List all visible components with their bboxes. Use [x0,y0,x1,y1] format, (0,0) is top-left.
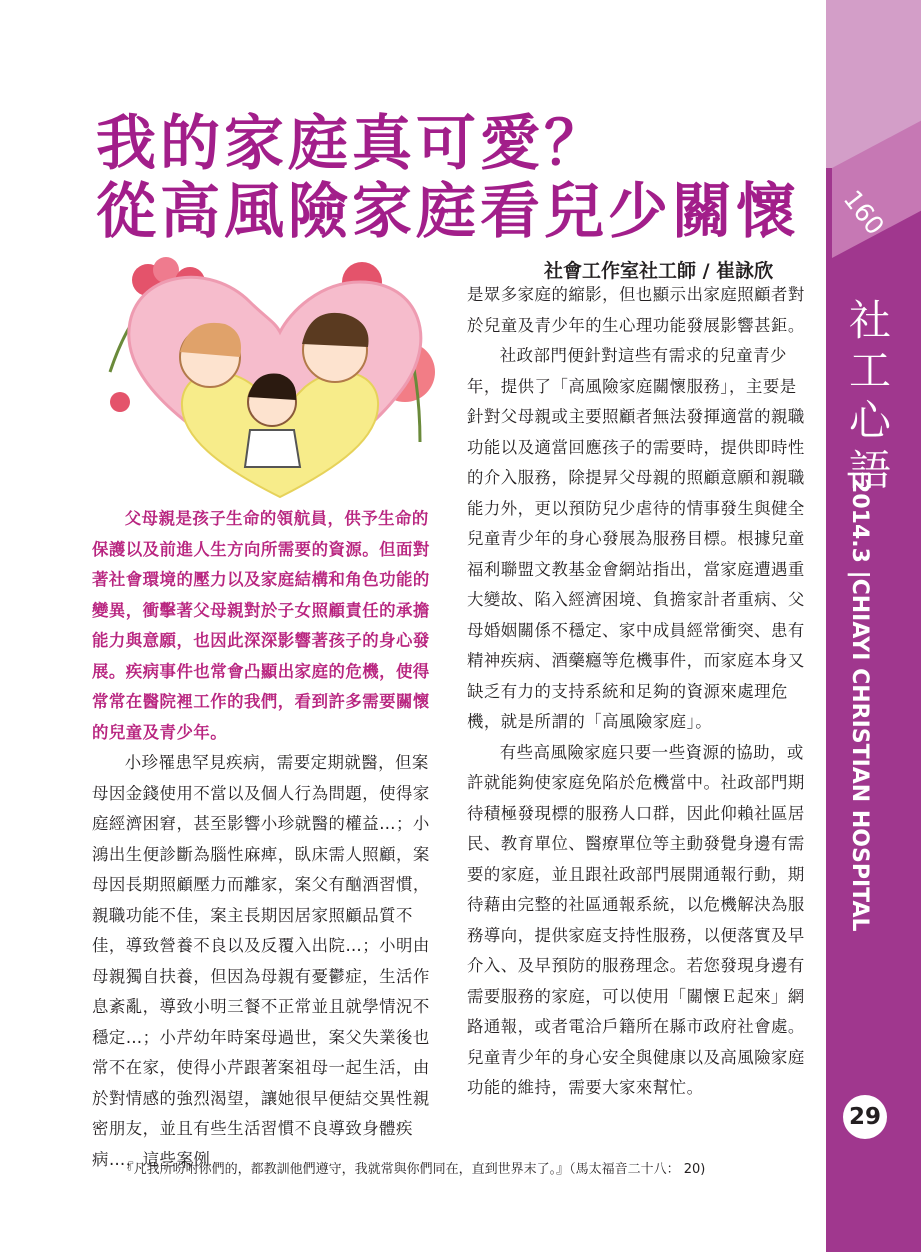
column-title: 社工心語 [848,296,891,495]
article-right-column [467,280,813,1104]
footer-bible-quote: 『凡我所吩咐你們的，都教訓他們遵守，我就常與你們同在，直到世界末了。』（馬太福音二十八： 20) [120,1162,706,1177]
title-line-2: 從高風險家庭看兒少關懷 [96,177,800,247]
title-line-1: 我的家庭真可愛？ [96,109,608,179]
body-paragraph: 小珍罹患罕見疾病，需要定期就醫，但案母因金錢使用不當以及個人行為問題，使得家庭經濟困窘，甚至影響小珍就醫的權益…；小鴻出生便診斷為腦性麻痺，臥床需人照顧，案母因長期照顧壓力而離家，案父有酗酒習慣，親職功能不佳，案主長期因居家照顧品質不佳，導致營養不良以及反覆入出院…；小明由母親獨自扶養，但因為母親有憂鬱症，生活作息紊亂，導致小明三餐不正常並且就學情況不穩定…；小芹幼年時案母過世，案父失業後也常不在家，使得小芹跟著案祖母一起生活，由於對情感的強烈渴望，讓她很早便結交異性親密朋友，並且有些生活習慣不良導致身體疾病…，這些案例 [92,753,430,1169]
page-number: 29 [843,1095,887,1139]
family-heart-illustration [100,252,460,502]
body-paragraph: 社政部門便針對這些有需求的兒童青少年，提供了「高風險家庭關懷服務」，主要是針對父母親或主要照顧者無法發揮適當的親職功能以及適當回應孩子的需要時，提供即時性的介入服務，除提昇父母親的照顧意願和親職能力外，更以預防兒少虐待的情事發生與健全兒童青少年的身心發展為服務目標。根據兒童福利聯盟文教基金會網站指出，當家庭遭遇重大變故、陷入經濟困境、負擔家計者重病、父母婚姻關係不穩定、家中成員經常衝突、患有精神疾病、酒藥癮等危機事件，而家庭本身又缺乏有力的支持系統和足夠的資源來處理危機，就是所謂的「高風險家庭」。 [467,346,805,731]
body-paragraph: 是眾多家庭的縮影，但也顯示出家庭照顧者對於兒童及青少年的生心理功能發展影響甚鉅。 [467,285,805,335]
issue-date-line: |2014.3 |CHIAYI CHRISTIAN HOSPITAL [847,470,872,932]
father-figure-icon [302,313,369,382]
article-left-column [92,504,438,1175]
author-byline: 社會工作室社工師 / 崔詠欣 [544,260,774,282]
intro-paragraph: 父母親是孩子生命的領航員，供予生命的保護以及前進人生方向所需要的資源。但面對著社會環境的壓力以及家庭結構和角色功能的變異，衝擊著父母親對於子女照顧責任的承擔能力與意願，也因此深深影響著孩子的身心發展。疾病事件也常會凸顯出家庭的危機，使得常常在醫院裡工作的我們，看到許多需要關懷的兒童及青少年。 [92,509,430,742]
issue-number: 160 [837,184,890,241]
body-paragraph: 有些高風險家庭只要一些資源的協助，或許就能夠使家庭免陷於危機當中。社政部門期待積極發現標的服務人口群，因此仰賴社區居民、教育單位、醫療單位等主動發覺身邊有需要的家庭，並且跟社政部門展開通報行動，期待藉由完整的社區通報系統，以危機解決為服務導向，提供家庭支持性服務，以便落實及早介入、及早預防的服務理念。若您發現身邊有需要服務的家庭，可以使用「關懷Ｅ起來」網路通報，或者電洽戶籍所在縣市政府社會處。兒童青少年的身心安全與健康以及高風險家庭功能的維持，需要大家來幫忙。 [467,742,805,1097]
